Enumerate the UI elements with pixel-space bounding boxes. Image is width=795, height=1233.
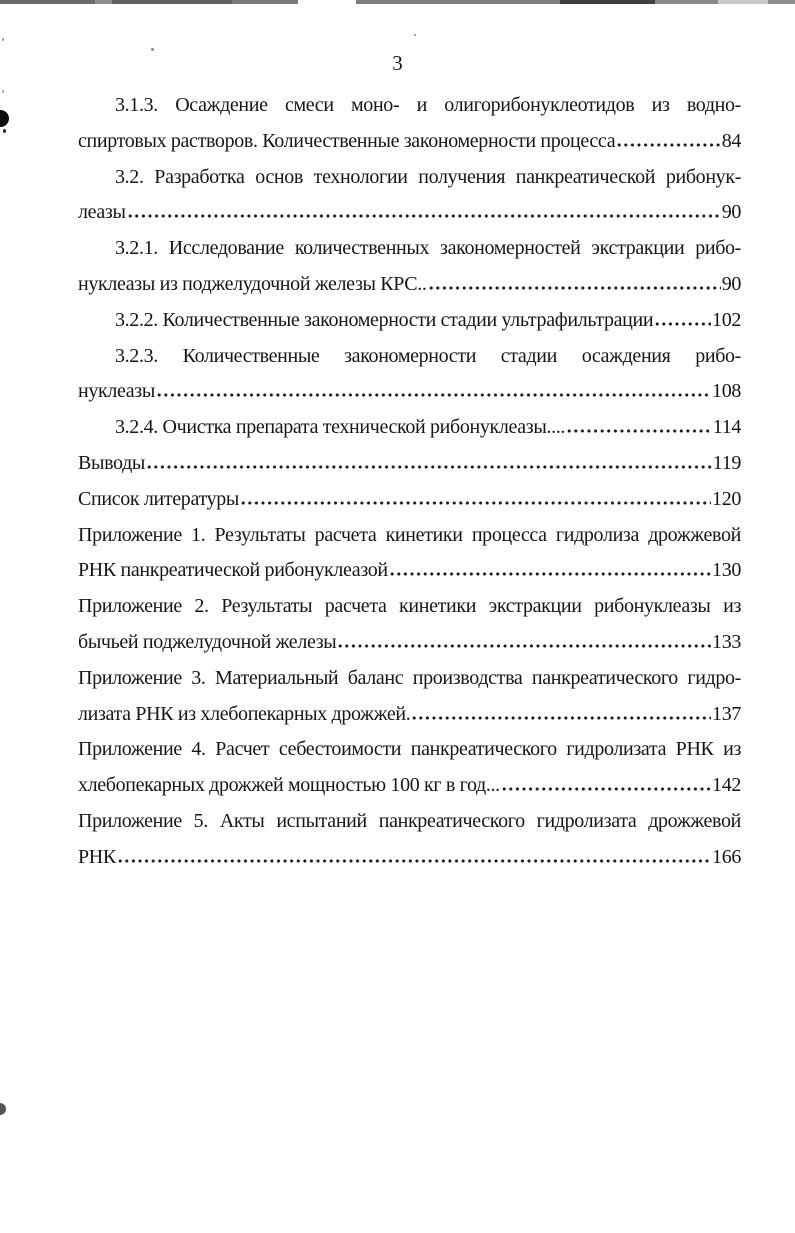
toc-entry-text: нуклеазы xyxy=(78,380,155,403)
table-of-contents xyxy=(78,88,741,876)
toc-line xyxy=(78,553,741,589)
toc-page-ref: 84 xyxy=(721,129,741,152)
scan-artifact-bottom-left xyxy=(0,1103,6,1115)
toc-line xyxy=(78,768,741,804)
toc-line: 3.2.1. Исследование количественных закономерностей экстракции рибо- xyxy=(115,237,741,260)
page-number: 3 xyxy=(392,51,403,75)
toc-line xyxy=(78,446,741,482)
scan-artifact-top-edge xyxy=(0,0,795,4)
toc-page-ref: 137 xyxy=(712,702,741,725)
toc-line xyxy=(78,625,741,661)
toc-line xyxy=(78,410,741,446)
toc-line xyxy=(78,303,741,339)
toc-line xyxy=(78,267,741,303)
toc-page-ref: 114 xyxy=(712,416,741,439)
toc-page-ref: 133 xyxy=(712,630,741,653)
toc-line xyxy=(78,840,741,876)
toc-line: Приложение 4. Расчет себестоимости панкреатического гидролизата РНК из xyxy=(78,738,741,761)
toc-line xyxy=(78,124,741,160)
scan-speck xyxy=(2,90,4,93)
toc-page-ref: 120 xyxy=(712,487,741,510)
toc-page-ref: 108 xyxy=(712,380,741,403)
toc-entry-text: леазы xyxy=(78,201,126,224)
dot-leader xyxy=(655,322,711,326)
dot-leader xyxy=(157,393,711,397)
scan-speck xyxy=(414,34,416,36)
dot-leader xyxy=(617,143,720,147)
ink-blot-speck xyxy=(3,129,6,133)
toc-entry-text: РНК xyxy=(78,845,116,868)
toc-page-ref: 119 xyxy=(712,451,741,474)
toc-entry-text: лизата РНК из хлебопекарных дрожжей. xyxy=(78,702,411,725)
toc-line xyxy=(78,195,741,231)
dot-leader xyxy=(241,501,711,505)
toc-page-ref: 166 xyxy=(712,845,741,868)
toc-page-ref: 90 xyxy=(721,201,741,224)
toc-entry-text: нуклеазы из поджелудочной железы КРС.. xyxy=(78,272,427,295)
toc-entry-text: спиртовых растворов. Количественные закономерности процесса xyxy=(78,129,616,152)
toc-line: Приложение 2. Результаты расчета кинетики экстракции рибонуклеазы из xyxy=(78,595,741,618)
toc-line xyxy=(78,482,741,518)
toc-line: Приложение 1. Результаты расчета кинетики процесса гидролиза дрожжевой xyxy=(78,523,741,546)
toc-entry-text: РНК панкреатической рибонуклеазой xyxy=(78,559,388,582)
toc-line: Приложение 5. Акты испытаний панкреатического гидролизата дрожжевой xyxy=(78,809,741,832)
toc-entry-text: 3.2.4. Очистка препарата технической рибонуклеазы.... xyxy=(115,416,566,439)
toc-line: 3.1.3. Осаждение смеси моно- и олигорибонуклеотидов из водно- xyxy=(115,94,741,116)
toc-entry-text: Список литературы xyxy=(78,487,239,510)
dot-leader xyxy=(128,214,721,218)
toc-entry-text: бычьей поджелудочной железы xyxy=(78,630,337,653)
dot-leader xyxy=(567,429,712,433)
dot-leader xyxy=(390,572,711,576)
toc-page-ref: 90 xyxy=(721,272,741,295)
ink-blot-left-margin xyxy=(0,110,9,127)
toc-entry-text: хлебопекарных дрожжей мощностью 100 кг в год... xyxy=(78,774,500,797)
toc-page-ref: 142 xyxy=(712,774,741,797)
dot-leader xyxy=(502,787,711,791)
scan-speck xyxy=(2,38,4,41)
toc-line: Приложение 3. Материальный баланс производства панкреатического гидро- xyxy=(78,666,741,689)
toc-line: 3.2.3. Количественные закономерности стадии осаждения рибо- xyxy=(115,344,741,367)
toc-entry-text: Выводы xyxy=(78,451,146,474)
dot-leader xyxy=(338,644,711,648)
dot-leader xyxy=(118,859,711,863)
toc-line: 3.2. Разработка основ технологии получения панкреатической рибонук- xyxy=(115,165,741,188)
toc-line xyxy=(78,697,741,733)
dot-leader xyxy=(147,465,712,469)
toc-line xyxy=(78,374,741,410)
dot-leader xyxy=(412,716,711,720)
dot-leader xyxy=(429,286,721,290)
toc-entry-text: 3.2.2. Количественные закономерности стадии ультрафильтрации xyxy=(115,308,654,331)
toc-page-ref: 130 xyxy=(712,559,741,582)
toc-page-ref: 102 xyxy=(712,308,741,331)
